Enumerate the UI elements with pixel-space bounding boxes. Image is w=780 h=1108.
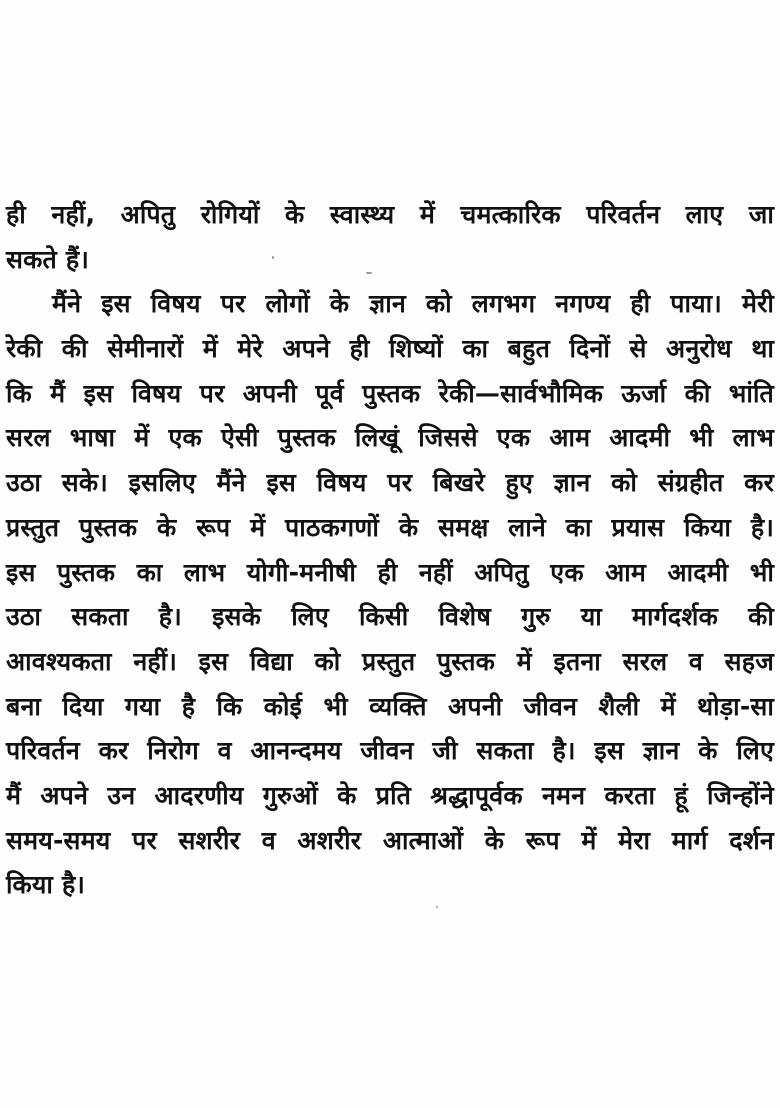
text-line: बना दिया गया है कि कोई भी व्यक्ति अपनी जीवन शैली में थोड़ा-सा <box>6 691 774 721</box>
text-line: रेकी की सेमीनारों में मेरे अपने ही शिष्यों का बहुत दिनों से अनुरोध था <box>6 334 774 364</box>
text-line: उठा सके। इसलिए मैंने इस विषय पर बिखरे हुए ज्ञान को संग्रहीत कर <box>6 468 774 498</box>
text-line: प्रस्तुत पुस्तक के रूप में पाठकगणों के समक्ष लाने का प्रयास किया है। <box>6 512 774 542</box>
scan-speck <box>436 906 438 908</box>
text-line: परिवर्तन कर निरोग व आनन्दमय जीवन जी सकता है। इस ज्ञान के लिए <box>6 736 774 766</box>
text-line: सकते हैं। <box>6 244 90 274</box>
scan-speck <box>272 256 274 259</box>
paragraph <box>6 282 774 908</box>
text-line: किया है। <box>6 870 86 900</box>
text-line: उठा सकता है। इसके लिए किसी विशेष गुरु या मार्गदर्शक की <box>6 602 774 632</box>
text-line: मैंने इस विषय पर लोगों के ज्ञान को लगभग नगण्य ही पाया। मेरी <box>52 289 774 319</box>
text-line: आवश्यकता नहीं। इस विद्या को प्रस्तुत पुस्तक में इतना सरल व सहज <box>6 646 774 676</box>
text-line: कि मैं इस विषय पर अपनी पूर्व पुस्तक रेकी—सार्वभौमिक ऊर्जा की भांति <box>6 378 774 408</box>
text-line: मैं अपने उन आदरणीय गुरुओं के प्रति श्रद्धापूर्वक नमन करता हूं जिन्होंने <box>6 780 774 810</box>
scan-speck <box>366 272 372 274</box>
paragraph-continued <box>6 193 774 282</box>
text-line: समय-समय पर सशरीर व अशरीर आत्माओं के रूप में मेरा मार्ग दर्शन <box>6 825 774 855</box>
text-line: ही नहीं, अपितु रोगियों के स्वास्थ्य में चमत्कारिक परिवर्तन लाए जा <box>6 200 774 229</box>
body-text <box>6 193 774 908</box>
text-line: इस पुस्तक का लाभ योगी-मनीषी ही नहीं अपितु एक आम आदमी भी <box>6 557 774 587</box>
text-line: सरल भाषा में एक ऐसी पुस्तक लिखूं जिससे एक आम आदमी भी लाभ <box>6 423 774 453</box>
